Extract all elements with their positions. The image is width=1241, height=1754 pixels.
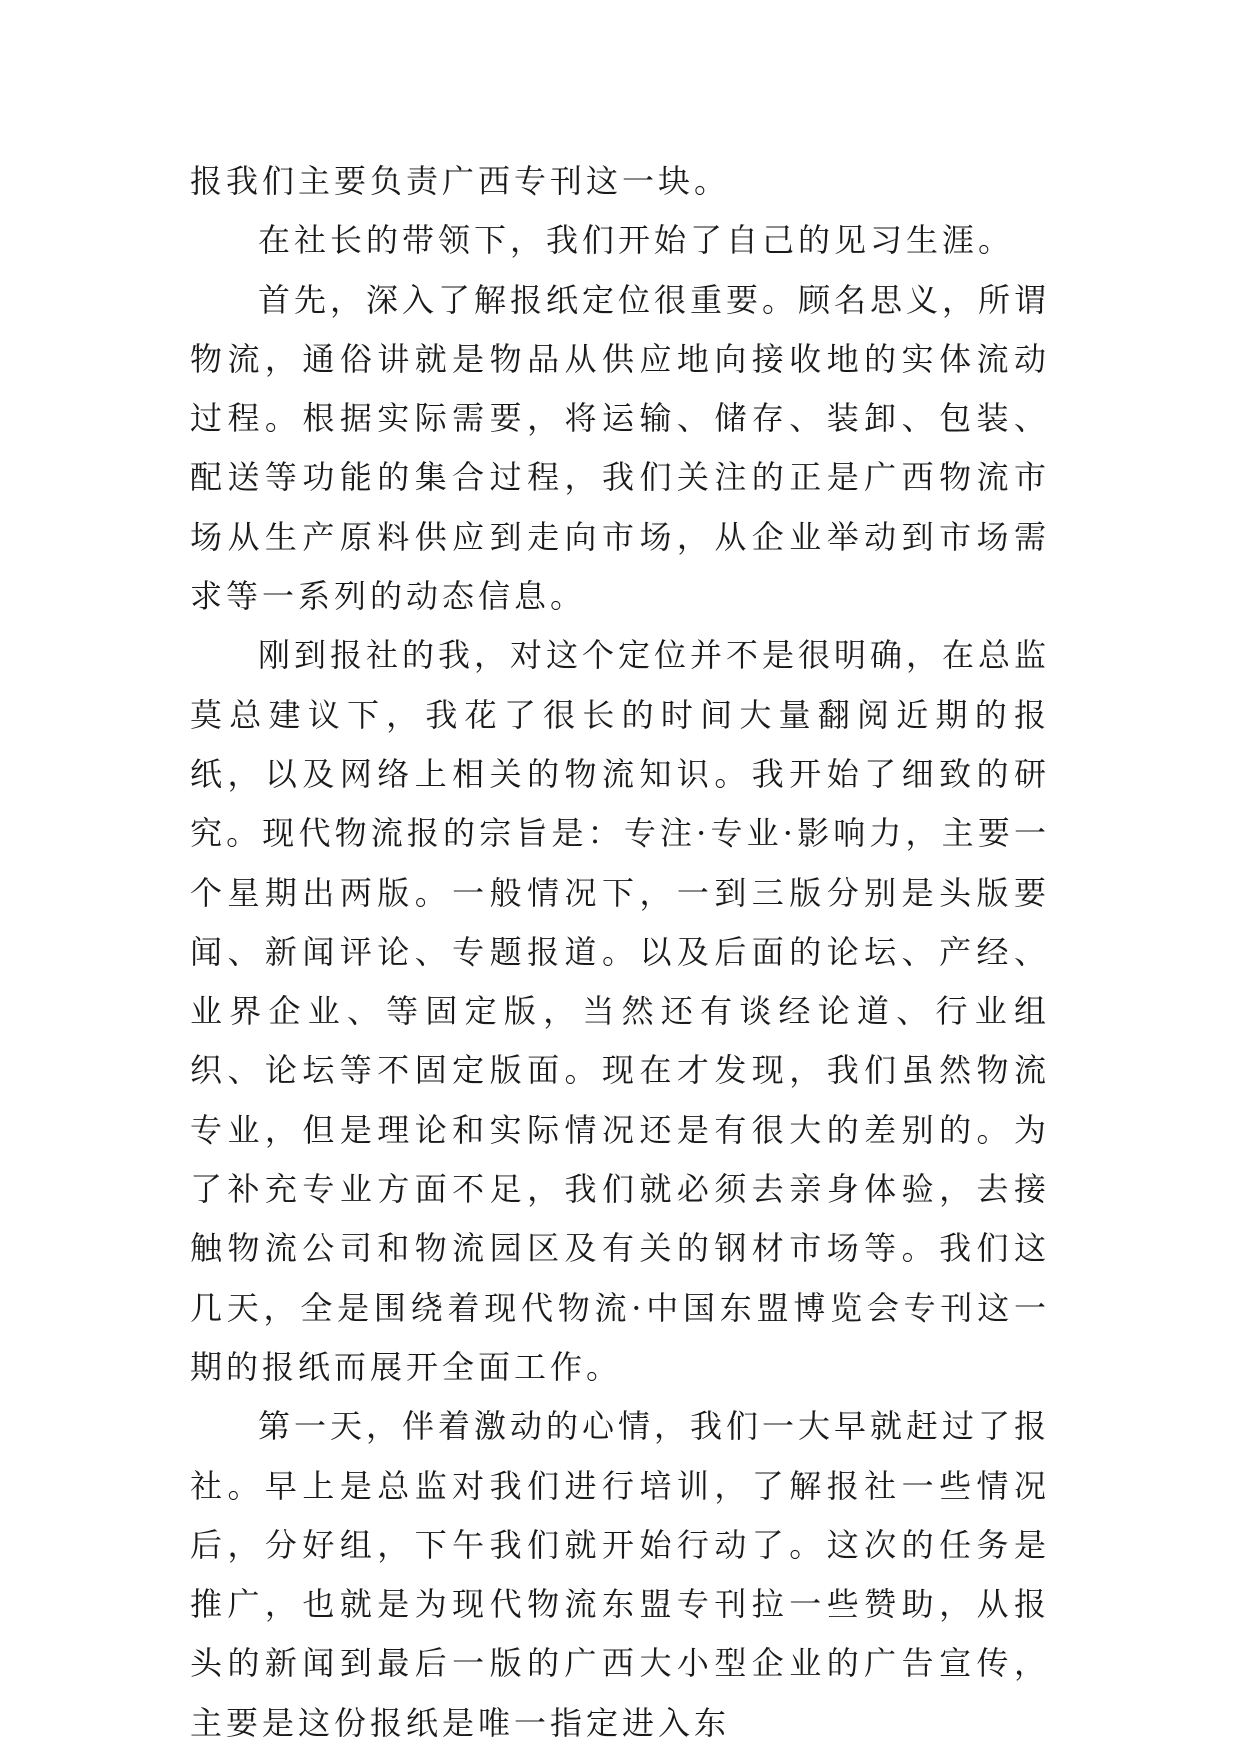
- paragraph-5: 第一天，伴着激动的心情，我们一大早就赶过了报社。早上是总监对我们进行培训，了解报社一些情况后，分好组，下午我们就开始行动了。这次的任务是推广，也就是为现代物流东盟专刊拉一些赞助，从报头的新闻到最后一版的广西大小型企业的广告宣传，主要是这份报纸是唯一指定进入东: [190, 1407, 1051, 1742]
- paragraph-3: 首先，深入了解报纸定位很重要。顾名思义，所谓物流，通俗讲就是物品从供应地向接收地的实体流动过程。根据实际需要，将运输、储存、装卸、包装、配送等功能的集合过程，我们关注的正是广西物流市场从生产原料供应到走向市场，从企业举动到市场需求等一系列的动态信息。: [190, 280, 1051, 616]
- body-text: [190, 152, 1050, 1753]
- paragraph-2: 在社长的带领下，我们开始了自己的见习生涯。: [258, 221, 1015, 260]
- paragraph-4: 刚到报社的我，对这个定位并不是很明确，在总监莫总建议下，我花了很长的时间大量翻阅近期的报纸，以及网络上相关的物流知识。我开始了细致的研究。现代物流报的宗旨是：专注·专业·影响力，主要一个星期出两版。一般情况下，一到三版分别是头版要闻、新闻评论、专题报道。以及后面的论坛、产经、业界企业、等固定版，当然还有谈经论道、行业组织、论坛等不固定版面。现在才发现，我们虽然物流专业，但是理论和实际情况还是有很大的差别的。为了补充专业方面不足，我们就必须去亲身体验，去接触物流公司和物流园区及有关的钢材市场等。我们这几天，全是围绕着现代物流·中国东盟博览会专刊这一期的报纸而展开全面工作。: [190, 636, 1051, 1386]
- paragraph-1: 报我们主要负责广西专刊这一块。: [190, 162, 731, 200]
